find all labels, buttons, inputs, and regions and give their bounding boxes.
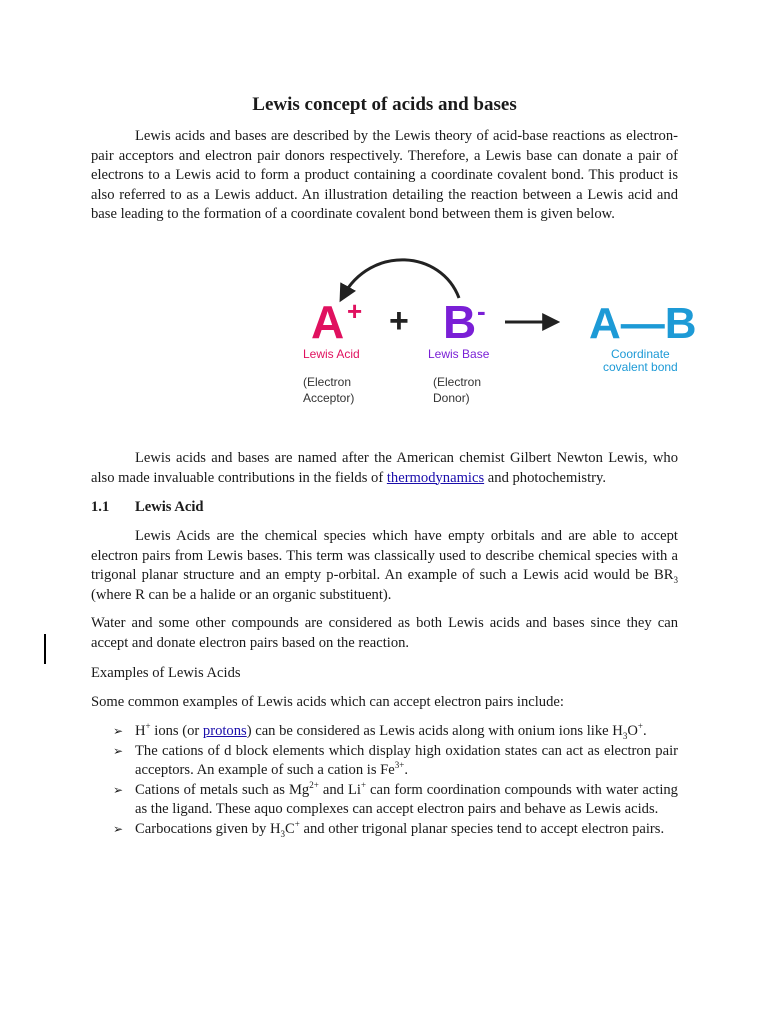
section-heading <box>91 498 204 517</box>
named-after-paragraph: Lewis acids and bases are named after the American chemist Gilbert Newton Lewis, who also made invaluable contributions in the fields of thermodynamics and photochemistry. <box>91 450 678 486</box>
plus-sign: + <box>389 302 409 340</box>
product-label-line2: covalent bond <box>603 360 678 374</box>
section-title: Lewis Acid <box>135 499 204 515</box>
text-cursor <box>44 634 46 664</box>
examples-list <box>91 722 678 839</box>
intro-paragraph: Lewis acids and bases are described by the Lewis theory of acid-base reactions as electron-pair acceptors and electron pair donors respectively. Therefore, a Lewis base can donate a pair of electrons to a Lewis acid to form a product containing a coordinate covalent bond. This product is also referred to as a Lewis adduct. An illustration detailing the reaction between a Lewis acid and base leading to the formation of a coordinate covalent bond between them is given below. <box>91 128 678 222</box>
acid-note-line1: (Electron <box>303 375 352 389</box>
arrow-bullet-icon: ➢ <box>113 743 124 758</box>
examples-heading: Examples of Lewis Acids <box>91 665 241 681</box>
arrow-bullet-icon: ➢ <box>113 821 124 836</box>
lewis-reaction-diagram <box>291 250 701 420</box>
product-label-line1: Coordinate <box>611 347 670 361</box>
acid-note-line2: Acceptor) <box>303 391 355 405</box>
acid-label: Lewis Acid <box>303 347 360 361</box>
list-item: ➢ Cations of metals such as $Mg^{2+}$ and Li+ can form coordination compounds with water acting as the ligand. These aquo complexes can accept electron pairs and behave as Lewis acids. <box>113 779 678 817</box>
section-number: 1.1 <box>91 499 110 515</box>
base-symbol: B <box>443 296 477 348</box>
product-formula: A—B <box>589 299 697 348</box>
protons-link[interactable]: protons <box>202 723 247 739</box>
examples-intro: Some common examples of Lewis acids which can accept electron pairs include: <box>91 694 564 710</box>
base-charge: - <box>477 296 486 326</box>
acid-symbol: A <box>311 296 345 348</box>
list-item: ➢ H+ ions (or protons) can be considered as Lewis acids along with onium ions like $H_3O^+$. <box>113 721 647 741</box>
list-item: ➢ The cations of d block elements which display high oxidation states can act as electron pair acceptors. An example of such a cation is $Fe^{3+}$. <box>113 742 678 778</box>
water-paragraph: Water and some other compounds are considered as both Lewis acids and bases since they can accept and donate electron pairs based on the reaction. <box>91 615 678 651</box>
arrow-bullet-icon: ➢ <box>113 724 124 738</box>
acid-charge: + <box>347 296 363 326</box>
lewis-acid-paragraph: Lewis Acids are the chemical species which have empty orbitals and are able to accept electron pairs from Lewis bases. This term was classically used to describe chemical species with a trigonal planar structure and an empty p-orbital. An example of such a Lewis acid would be $BR_3$ (where R can be a halide or an organic substituent). <box>91 528 678 603</box>
arrow-bullet-icon: ➢ <box>113 782 124 797</box>
electron-transfer-arrow <box>343 260 459 298</box>
base-note-line1: (Electron <box>433 375 482 389</box>
base-label: Lewis Base <box>428 347 490 361</box>
list-item: ➢ Carbocations given by $H_3C^+$ and other trigonal planar species tend to accept electron pairs. <box>113 818 665 839</box>
thermodynamics-link[interactable]: thermodynamics <box>386 469 485 486</box>
base-note-line2: Donor) <box>433 391 470 405</box>
page-title: Lewis concept of acids and bases <box>252 94 517 115</box>
